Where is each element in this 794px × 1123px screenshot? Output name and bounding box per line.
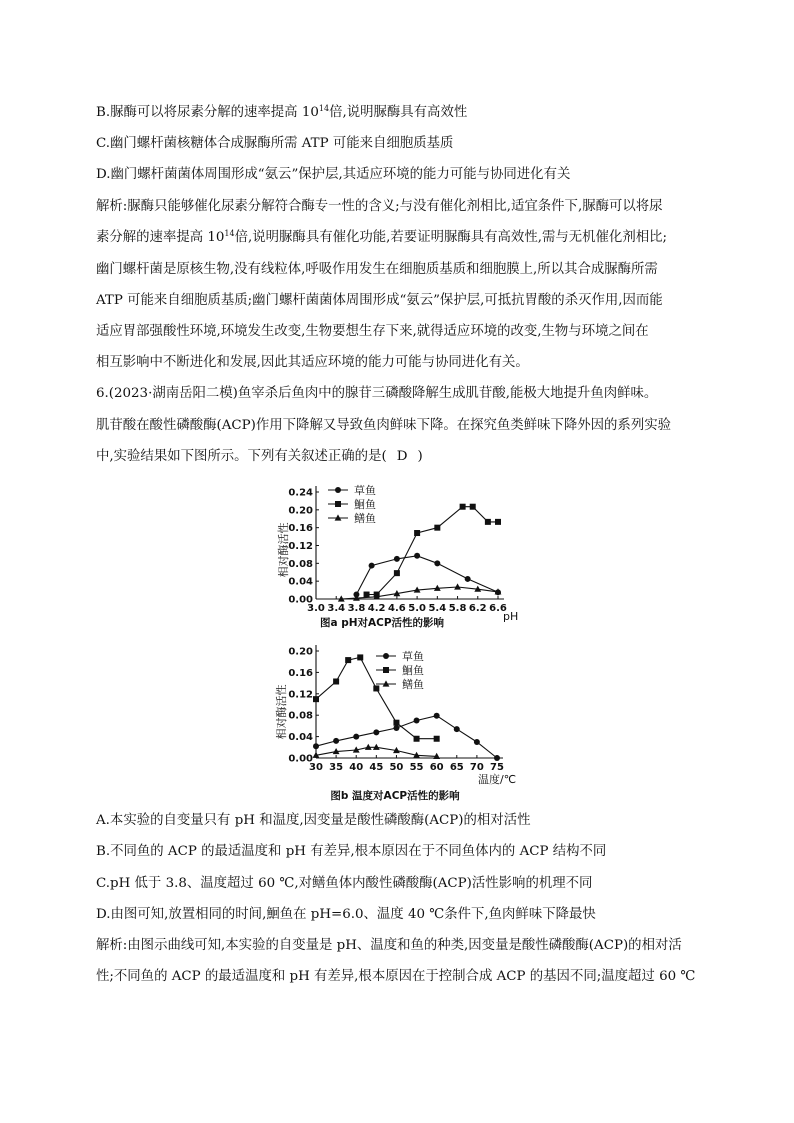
x-tick-label: 6.6 bbox=[489, 603, 507, 614]
x-tick-label: 5.4 bbox=[428, 603, 447, 614]
x-tick-label: 3.0 bbox=[307, 603, 325, 614]
x-tick-label: 70 bbox=[469, 762, 484, 773]
explanation2-line-2: 性;不同鱼的 ACP 的最适温度和 pH 有差异,根本原因在于控制合成 ACP 的基因不同;温度超过 60 ℃ bbox=[96, 969, 696, 984]
exponent: 14 bbox=[318, 104, 330, 113]
question-text: 中,实验结果如下图所示。下列有关叙述正确的是( bbox=[96, 449, 387, 464]
x-tick-label: 4.2 bbox=[367, 603, 386, 614]
x-tick-label: 6.2 bbox=[468, 603, 487, 614]
data-point bbox=[414, 718, 420, 724]
legend-marker bbox=[383, 667, 389, 673]
legend-label: 鳝鱼 bbox=[354, 512, 376, 525]
data-point bbox=[357, 654, 363, 660]
data-point bbox=[373, 729, 379, 735]
data-point bbox=[454, 726, 460, 732]
x-tick-label: 45 bbox=[369, 762, 384, 773]
explanation-line-5: 适应胃部强酸性环境,环境发生改变,生物要想生存下来,就得适应环境的改变,生物与环境之间在 bbox=[96, 324, 649, 339]
explanation2-line-1: 解析:由图示曲线可知,本实验的自变量是 pH、温度和鱼的种类,因变量是酸性磷酸酶(ACP)的相对活 bbox=[96, 938, 682, 953]
y-tick-label: 0.12 bbox=[288, 541, 313, 552]
data-point bbox=[313, 696, 319, 702]
explanation-text: 素分解的速率提高 10 bbox=[96, 230, 225, 245]
option-d: D.由图可知,放置相同的时间,鮰鱼在 pH=6.0、温度 40 ℃条件下,鱼肉鲜味下降最快 bbox=[96, 907, 596, 922]
x-tick-label: 5.8 bbox=[448, 603, 467, 614]
exponent: 14 bbox=[224, 229, 235, 238]
option-c-line: C.幽门螺杆菌核糖体合成脲酶所需 ATP 可能来自细胞质基质 bbox=[96, 136, 454, 151]
explanation-line-3: 幽门螺杆菌是原核生物,没有线粒体,呼吸作用发生在细胞质基质和细胞膜上,所以其合成脲酶所需 bbox=[96, 262, 658, 277]
x-tick-label: 35 bbox=[329, 762, 344, 773]
option-b: B.不同鱼的 ACP 的最适温度和 pH 有差异,根本原因在于不同鱼体内的 ACP 结构不同 bbox=[96, 844, 607, 859]
explanation-line-6: 相互影响中不断进化和发展,因此其适应环境的能力可能与协同进化有关。 bbox=[96, 355, 529, 370]
option-b-text-end: 倍,说明脲酶具有高效性 bbox=[329, 105, 468, 120]
chart-a-title: 图a pH对ACP活性的影响 bbox=[319, 617, 445, 629]
option-c: C.pH 低于 3.8、温度超过 60 ℃,对鳝鱼体内酸性磷酸酶(ACP)活性影响的机理不同 bbox=[96, 876, 593, 891]
y-tick-label: 0.12 bbox=[288, 689, 313, 701]
data-point bbox=[333, 738, 339, 744]
question-line-2: 肌苷酸在酸性磷酸酶(ACP)作用下降解又导致鱼肉鲜味下降。在探究鱼类鲜味下降外因的系列实验 bbox=[96, 418, 671, 433]
option-b-text: B.脲酶可以将尿素分解的速率提高 10 bbox=[96, 105, 319, 120]
legend-marker bbox=[383, 653, 389, 659]
chart-a-xlabel: pH bbox=[503, 610, 519, 623]
question-line-1: 6.(2023·湖南岳阳二模)鱼宰杀后鱼肉中的腺苷三磷酸降解生成肌苷酸,能极大地提升鱼肉鲜味。 bbox=[96, 386, 658, 401]
y-tick-label: 0.04 bbox=[288, 576, 313, 588]
y-tick-label: 0.16 bbox=[288, 667, 313, 679]
data-point bbox=[494, 755, 500, 761]
data-point bbox=[345, 657, 351, 663]
y-tick-label: 0.04 bbox=[288, 732, 313, 744]
x-tick-label: 5.0 bbox=[408, 603, 426, 614]
y-tick-label: 0.08 bbox=[288, 558, 313, 570]
legend-label: 草鱼 bbox=[354, 484, 376, 497]
x-tick-label: 55 bbox=[409, 762, 424, 773]
x-tick-label: 3.8 bbox=[347, 603, 366, 614]
x-tick-label: 4.6 bbox=[388, 603, 406, 614]
y-tick-label: 0.00 bbox=[288, 753, 313, 765]
legend-label: 鳝鱼 bbox=[402, 678, 424, 691]
question-paren: ) bbox=[417, 449, 423, 464]
y-tick-label: 0.00 bbox=[288, 594, 313, 606]
option-a: A.本实验的自变量只有 pH 和温度,因变量是酸性磷酸酶(ACP)的相对活性 bbox=[96, 813, 531, 828]
legend-label: 草鱼 bbox=[402, 650, 424, 663]
answer-choice: D bbox=[396, 449, 408, 464]
data-point bbox=[393, 720, 399, 726]
data-point bbox=[333, 678, 339, 684]
legend-label: 鮰鱼 bbox=[402, 664, 424, 677]
x-tick-label: 50 bbox=[389, 762, 404, 773]
chart-b-title: 图b 温度对ACP活性的影响 bbox=[330, 790, 460, 802]
chart-a-ylabel: 相对酶活性 bbox=[277, 522, 290, 578]
y-tick-label: 0.08 bbox=[288, 710, 313, 722]
data-point bbox=[313, 743, 319, 749]
data-point bbox=[393, 725, 399, 731]
x-tick-label: 65 bbox=[449, 762, 464, 773]
chart-b-ylabel: 相对酶活性 bbox=[275, 684, 288, 740]
y-tick-label: 0.16 bbox=[288, 523, 313, 535]
data-point bbox=[434, 713, 440, 719]
y-tick-label: 0.20 bbox=[288, 646, 313, 658]
data-point bbox=[373, 685, 379, 691]
x-tick-label: 75 bbox=[490, 762, 504, 773]
series-line-0 bbox=[316, 716, 497, 758]
x-tick-label: 30 bbox=[309, 762, 323, 773]
chart-b-xlabel: 温度/℃ bbox=[478, 773, 517, 786]
x-tick-label: 40 bbox=[349, 762, 364, 773]
data-point bbox=[414, 736, 420, 742]
y-tick-label: 0.20 bbox=[288, 505, 313, 517]
data-point bbox=[353, 734, 359, 740]
x-tick-label: 3.4 bbox=[327, 603, 346, 614]
y-tick-label: 0.24 bbox=[288, 487, 313, 499]
explanation-line-1: 解析:脲酶只能够催化尿素分解符合酶专一性的含义;与没有催化剂相比,适宜条件下,脲酶可以将尿 bbox=[96, 199, 663, 214]
explanation-text-end: 倍,说明脲酶具有催化功能,若要证明脲酶具有高效性,需与无机催化剂相比; bbox=[234, 230, 667, 245]
data-point bbox=[474, 739, 480, 745]
data-point bbox=[434, 736, 440, 742]
x-tick-label: 60 bbox=[429, 762, 444, 773]
legend-label: 鮰鱼 bbox=[354, 498, 376, 511]
explanation-line-4: ATP 可能来自细胞质基质;幽门螺杆菌菌体周围形成“氨云”保护层,可抵抗胃酸的杀灭作用,因而能 bbox=[96, 293, 663, 308]
option-d-line: D.幽门螺杆菌菌体周围形成“氨云”保护层,其适应环境的能力可能与协同进化有关 bbox=[96, 167, 571, 182]
